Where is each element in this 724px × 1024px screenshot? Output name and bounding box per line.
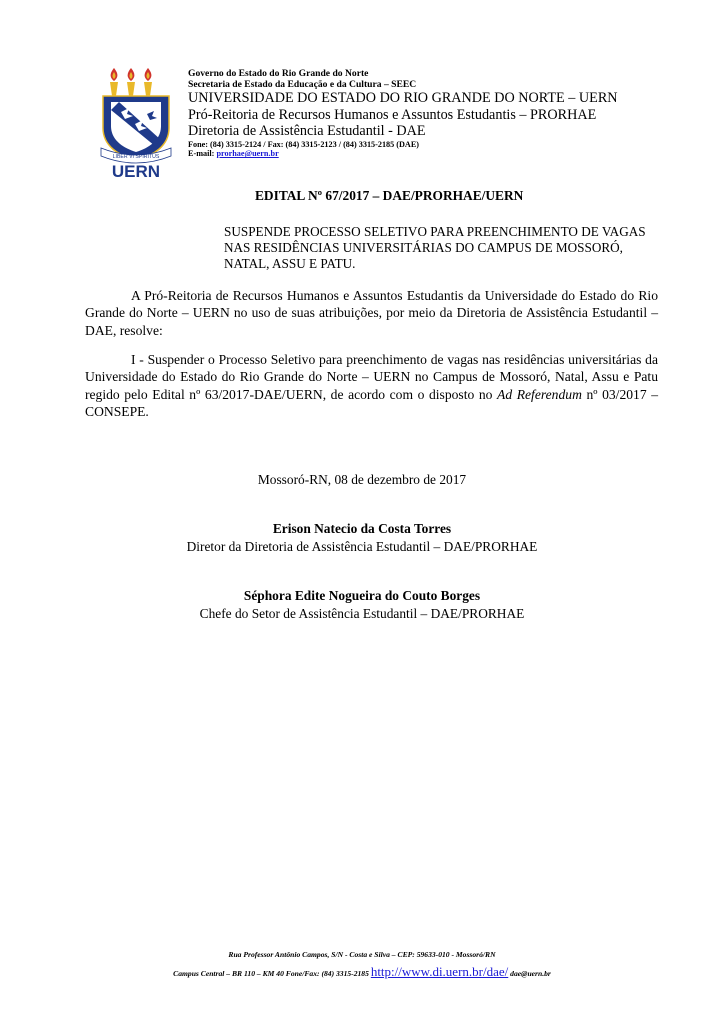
- paragraph-2-italic: Ad Referendum: [497, 386, 582, 402]
- footer-contact: [0, 964, 724, 980]
- header-email-line: [188, 149, 698, 159]
- header-email-link[interactable]: prorhae@uern.br: [216, 149, 279, 159]
- footer-address: Rua Professor Antônio Campos, S/N - Costa e Silva – CEP: 59633-010 - Mossoró/RN: [228, 950, 496, 959]
- signature-block-2: [0, 587, 724, 623]
- footer-campus: Campus Central – BR 110 – KM 40 Fone/Fax: (84) 3315-2185: [173, 969, 369, 978]
- torch-icon: [110, 68, 152, 96]
- header-secretariat: Secretaria de Estado da Educação e da Cultura – SEEC: [188, 79, 417, 91]
- body-paragraph-2: [85, 351, 658, 420]
- body-paragraph-1: A Pró-Reitoria de Recursos Humanos e Assuntos Estudantis da Universidade do Estado do Rio Grande do Norte – UERN no uso de suas atribuições, por meio da Diretoria de Assistência Estudantil – DAE, resolve:: [85, 288, 658, 338]
- header-university: UNIVERSIDADE DO ESTADO DO RIO GRANDE DO NORTE – UERN: [188, 90, 618, 107]
- paragraph-2-end: nº 03/2017 – CONSEPE.: [85, 386, 658, 419]
- signatory-name: Erison Natecio da Costa Torres: [272, 521, 452, 536]
- header-phones: Fone: (84) 3315-2124 / Fax: (84) 3315-2123 / (84) 3315-2185 (DAE): [188, 139, 420, 149]
- uern-logo: [97, 66, 175, 180]
- header-email-label: E-mail:: [188, 149, 215, 159]
- logo-motto: LIBER VI SPIRITUS: [112, 154, 160, 160]
- signatory-role: Diretor da Diretoria de Assistência Estudantil – DAE/PRORHAE: [186, 539, 538, 554]
- header-directorate: Diretoria de Assistência Estudantil - DAE: [188, 123, 426, 140]
- header-pro-rectory: Pró-Reitoria de Recursos Humanos e Assuntos Estudantis – PRORHAE: [188, 106, 597, 123]
- signatory-name: Séphora Edite Nogueira do Couto Borges: [243, 588, 481, 603]
- signatory-role: Chefe do Setor de Assistência Estudantil – DAE/PRORHAE: [199, 606, 525, 621]
- logo-text: UERN: [111, 162, 161, 180]
- document-summary: SUSPENDE PROCESSO SELETIVO PARA PREENCHIMENTO DE VAGAS NAS RESIDÊNCIAS UNIVERSITÁRIAS DO CAMPUS DE MOSSORÓ, NATAL, ASSU E PATU.: [224, 224, 646, 271]
- place-date: Mossoró-RN, 08 de dezembro de 2017: [257, 472, 467, 487]
- letterhead: [188, 68, 698, 159]
- document-title: EDITAL Nº 67/2017 – DAE/PRORHAE/UERN: [255, 188, 524, 203]
- paragraph-2-text: I - Suspender o Processo Seletivo para preenchimento de vagas nas residências universitárias da Universidade do Estado do Rio Grande do Norte – UERN no Campus de Mossoró, Natal, Assu e Patu regido pelo Edital nº 63/2017-DAE/UERN, de acordo com o disposto no: [85, 352, 658, 402]
- signature-block-1: [0, 520, 724, 556]
- footer-email: dae@uern.br: [510, 969, 551, 978]
- footer-url-link[interactable]: http://www.di.uern.br/dae/: [370, 964, 509, 979]
- header-government: Governo do Estado do Rio Grande do Norte: [188, 68, 369, 79]
